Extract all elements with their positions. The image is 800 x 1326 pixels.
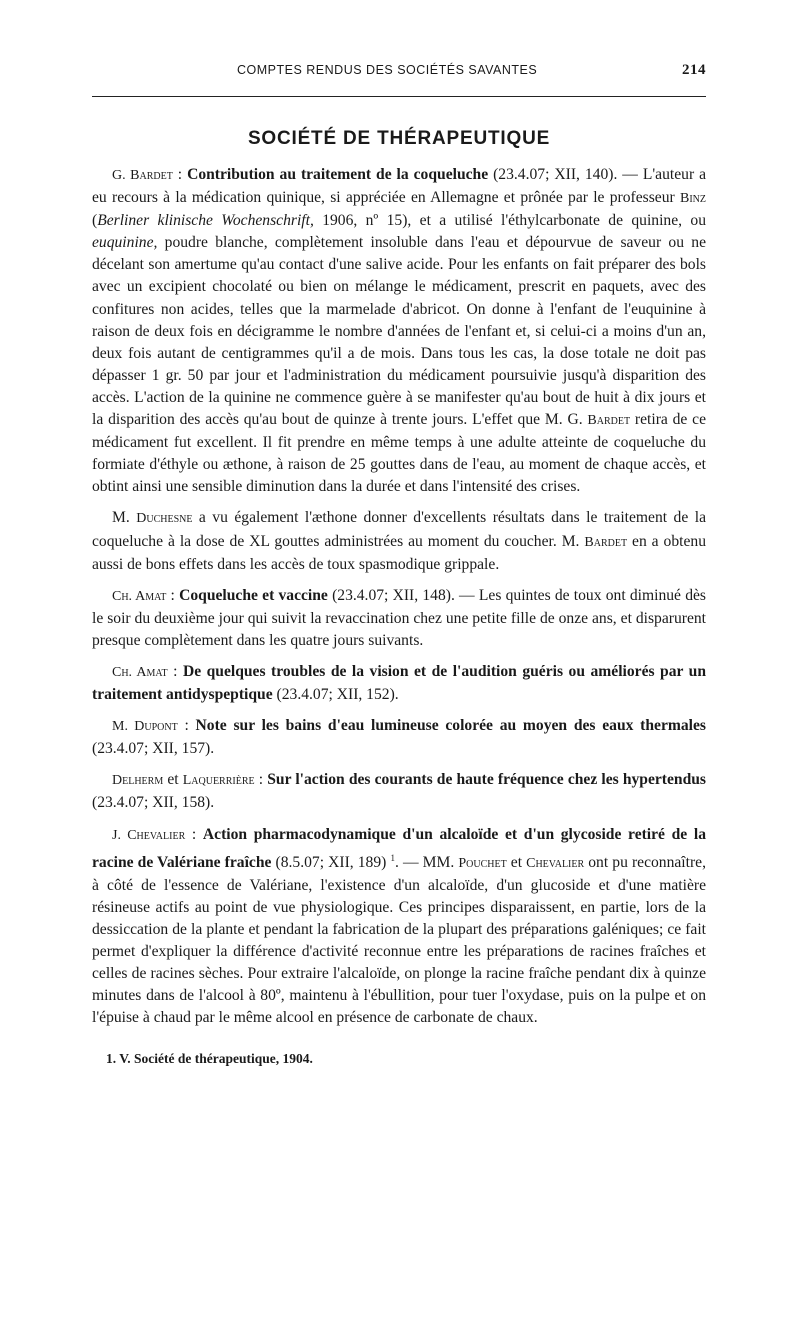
running-header: [92, 62, 706, 86]
entry-text: 1906, nº 15), et a utilisé l'éthylcarbonate de quinine, ou: [313, 212, 706, 230]
page: [92, 62, 706, 1070]
person-name: Bardet: [584, 534, 628, 550]
entry-author: Ch. Amat: [112, 664, 168, 680]
entry-reference: (23.4.07; XII, 158).: [92, 794, 215, 812]
entry-text: et: [163, 771, 183, 789]
entry-reference: (23.4.07; XII, 157).: [92, 740, 215, 758]
entry-amat-vaccine: Ch. Amat : Coqueluche et vaccine (23.4.07; XII, 148). — Les quintes de toux ont diminué dès le soir du deuxième jour qui suivit la revaccination chez une petite fille de onze ans, et disparurent presque complètement dans les quatre jours suivants.: [92, 586, 706, 649]
page-number: 214: [682, 62, 706, 78]
entry-title: Coqueluche et vaccine: [179, 586, 328, 604]
entry-text: a vu également l'æthone donner d'excellents résultats dans le traitement de la coqueluche à la dose de XL gouttes administrées au moment du coucher. M.: [92, 509, 706, 550]
entry-delherm: Delherm et Laquerrière : Sur l'action des courants de haute fréquence chez les hypertendus (23.4.07; XII, 158).: [92, 771, 707, 812]
entry-title: Contribution au traitement de la coqueluche: [187, 166, 489, 183]
entry-reference: (23.4.07; XII, 152).: [276, 686, 399, 704]
entry-title: Note sur les bains d'eau lumineuse colorée au moyen des eaux thermales: [195, 717, 706, 735]
footnote: 1. V. Société de thérapeutique, 1904.: [106, 1050, 313, 1066]
entry-title: Sur l'action des courants de haute fréquence chez les hypertendus: [267, 771, 707, 789]
journal-name: Berliner klinische Wochenschrift,: [97, 212, 314, 230]
header-rule: [92, 96, 706, 97]
person-name: Binz: [680, 191, 706, 207]
person-name: Chevalier: [526, 855, 585, 871]
drug-term: euquinine,: [92, 234, 158, 252]
entry-text: et: [506, 853, 527, 871]
entry-text: ont pu reconnaître, à côté de l'essence de Valériane, l'existence d'un alcaloïde, d'un glucoside et d'une matière résineuse actifs au point de vue physiologique. Ces principes disparaissent, en partie, lors de la dessiccation de la plante et pendant la fabrication de la plupart des préparations galéniques; ce fait permet d'expliquer la différence d'activité reconnue entre les préparations de racines fraîches et celles de racines sèches. Pour extraire l'alcaloïde, on plonge la racine fraîche pendant dix à quinze minutes dans de l'alcool à 80º, maintenu à l'ébullition, pour tuer l'oxydase, puis on la pulpe et on l'épuise à chaud par le même alcool en présence de carbonate de chaux.: [92, 853, 706, 1027]
entry-text: — L'auteur a eu recours à la médication quinique, si appréciée en Allemagne et prônée par le professeur: [92, 166, 707, 207]
person-name: Duchesne: [136, 511, 193, 527]
footnote-marker: 1: [390, 852, 395, 863]
running-title: COMPTES RENDUS DES SOCIÉTÉS SAVANTES: [237, 63, 538, 77]
entry-reference: (23.4.07; XII, 140).: [493, 166, 618, 183]
entry-author: J. Chevalier: [112, 827, 186, 843]
section-title: SOCIÉTÉ DE THÉRAPEUTIQUE: [247, 128, 551, 149]
entry-text: retira de ce médicament fut excellent. Il fit prendre en même temps à une adulte atteinte de coqueluche du formiate d'éthyle ou æthone, à raison de 25 gouttes dans de l'eau, au moment de chaque accès, et obtint ainsi une sensible diminution dans la durée et dans l'intensité des crises.: [92, 411, 706, 496]
entry-dupont: M. Dupont : Note sur les bains d'eau lumineuse colorée au moyen des eaux thermales (23.4.07; XII, 157).: [92, 717, 706, 758]
entry-text: poudre blanche, complètement insoluble dans l'eau et dépourvue de saveur ou ne décelant son amertume qu'au contact d'une salive acide. Pour les enfants on fait préparer des bols avec un excipient chocolaté ou bien on mélange le médicament, prescrit en paquets, avec des confitures non acides, telles que la marmelade d'abricot. On donne à l'enfant de l'euquinine à raison de deux fois en décigramme le nombre d'années de l'enfant et, si celui-ci a moins d'un an, deux fois autant de centigrammes qu'il a de mois. Dans tous les cas, la dose totale ne doit pas dépasser 1 gr. 50 par jour et l'administration du médicament poursuivie jusqu'à disparition des accès. L'action de la quinine ne commence guère à se manifester qu'au bout de huit à dix jours et la disparition des accès qu'au bout de quinze à trente jours. L'effet que M. G.: [92, 234, 706, 429]
entry-author: Ch. Amat: [112, 588, 167, 604]
entry-reference: (8.5.07; XII, 189): [275, 853, 387, 871]
person-name: Pouchet: [458, 855, 507, 871]
entry-bardet: G. Bardet : Contribution au traitement de la coqueluche (23.4.07; XII, 140). — L'auteur a eu recours à la médication quinique, si appréciée en Allemagne et prônée par le professeur Binz (Berliner klinische Wochenschrift, 1906, nº 15), et a utilisé l'éthylcarbonate de quinine, ou euquinine, poudre blanche, complètement insoluble dans l'eau et dépourvue de saveur ou ne décelant son amertume qu'au contact d'une salive acide. Pour les enfants on fait préparer des bols avec un excipient chocolaté ou bien on mélange le médicament, prescrit en paquets, avec des confitures non acides, telles que la marmelade d'abricot. On donne à l'enfant de l'euquinine à raison de deux fois en décigramme le nombre d'années de l'enfant et, si celui-ci a moins d'un an, deux fois autant de centigrammes qu'il a de mois. Dans tous les cas, la dose totale ne doit pas dépasser 1 gr. 50 par jour et l'administration du médicament poursuivie jusqu'à disparition des accès. L'action de la quinine ne commence guère à se manifester qu'au bout de huit à dix jours et la disparition des accès qu'au bout de quinze à trente jours. L'effet que M. G. Bardet retira de ce médicament fut excellent. Il fit prendre en même temps à une adulte atteinte de coqueluche du formiate d'éthyle ou æthone, à raison de 25 gouttes dans de l'eau, au moment de chaque accès, et obtint ainsi une sensible diminution dans la durée et dans l'intensité des crises.: [92, 166, 707, 496]
entry-text: . — MM.: [394, 853, 459, 871]
entry-amat-vision: Ch. Amat : De quelques troubles de la vision et de l'audition guéris ou améliorés par un traitement antidyspeptique (23.4.07; XII, 152).: [92, 662, 707, 704]
person-name: Bardet: [587, 413, 631, 429]
entry-text: en a obtenu aussi de bons effets dans les accès de toux spasmodique grippale.: [92, 532, 706, 573]
entry-title: Action pharmacodynamique d'un alcaloïde et d'un glycoside retiré de la racine de Valériane fraîche: [92, 825, 706, 871]
entry-author: Laquerrière: [182, 773, 255, 789]
entry-author: Delherm: [112, 773, 164, 789]
entry-duchesne: [92, 507, 706, 575]
entry-author: M. Dupont: [112, 719, 178, 735]
entry-text: — Les quintes de toux ont diminué dès le soir du deuxième jour qui suivit la revaccination chez une petite fille de onze ans, et disparurent presque complètement dans les quatre jours suivants.: [92, 586, 706, 649]
entry-author: G. Bardet: [112, 168, 173, 183]
entry-text: M.: [112, 509, 137, 527]
entry-chevalier: J. Chevalier : Action pharmacodynamique d'un alcaloïde et d'un glycoside retiré de la racine de Valériane fraîche (8.5.07; XII, 189) $^1$. — MM. Pouchet et Chevalier ont pu reconnaître, à côté de l'essence de Valériane, l'existence d'un alcaloïde, d'un glucoside et d'une matière résineuse actifs au point de vue physiologique. Ces principes disparaissent, en partie, lors de la dessiccation de la plante et pendant la fabrication de la plupart des préparations galéniques; ce fait permet d'expliquer la différence d'activité reconnue entre les préparations de racines fraîches et celles de racines sèches. Pour extraire l'alcaloïde, on plonge la racine fraîche pendant dix à quinze minutes dans de l'alcool à 80º, maintenu à l'ébullition, pour tuer l'oxydase, puis on la pulpe et on l'épuise à chaud par le même alcool en présence de carbonate de chaux.: [92, 825, 706, 1027]
entry-reference: (23.4.07; XII, 148).: [332, 586, 455, 604]
entry-title: De quelques troubles de la vision et de l'audition guéris ou améliorés par un traitement antidyspeptique: [92, 662, 707, 704]
